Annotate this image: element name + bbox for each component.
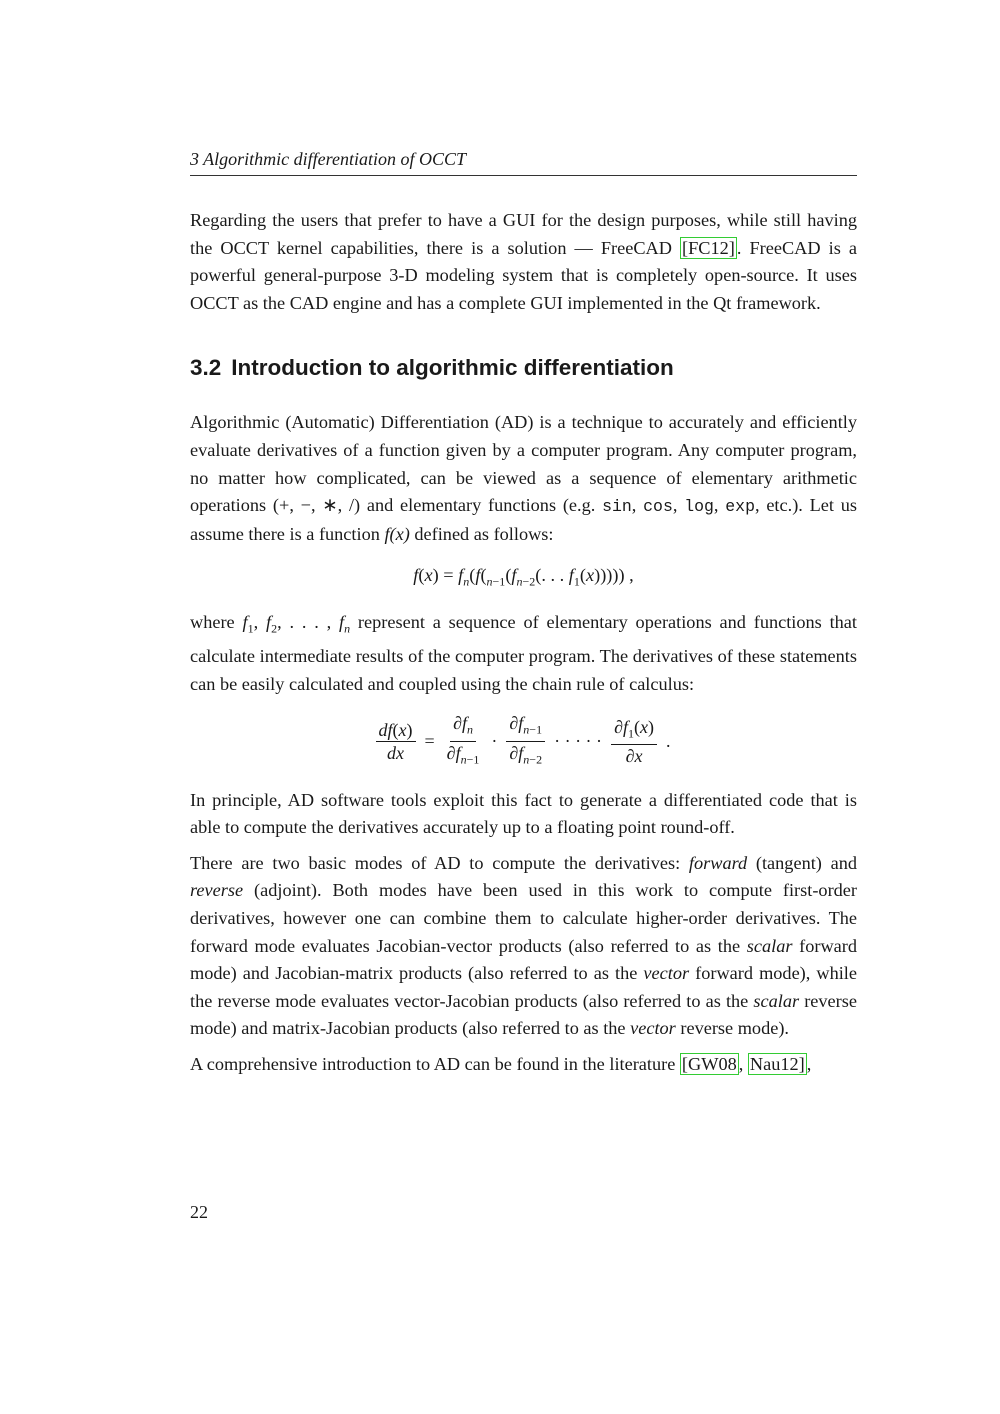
term-forward: forward bbox=[688, 852, 748, 873]
fraction-term-2: $\frac{\partial f_{n-1}}{\partial f_{n-2}}$ bbox=[506, 712, 545, 770]
citation-link-fc12[interactable]: [FC12] bbox=[682, 237, 735, 258]
section-heading bbox=[190, 353, 857, 383]
equation-composition: $f(x) = f_n(f(_{n-1}(f_{n-2}$(. . . $f_1(x)$)))) , bbox=[413, 565, 634, 589]
period: . bbox=[665, 730, 671, 751]
term-scalar: scalar bbox=[753, 990, 800, 1011]
math-fx: f(x) bbox=[384, 523, 410, 544]
separator: , bbox=[713, 495, 726, 516]
multiply-dot: · bbox=[491, 730, 498, 751]
para4-text: There are two basic modes of AD to compute the derivatives: bbox=[190, 852, 689, 873]
equation-chain-rule bbox=[190, 712, 857, 770]
term-reverse: reverse bbox=[190, 880, 244, 901]
separator: , bbox=[738, 1053, 748, 1074]
para4-text: (adjoint). Both modes have been used in this work to compute first-order derivatives, however one can combine them to calculate higher-order derivatives. The forward mode evaluates Jacobian-vector products (also referred to as the bbox=[190, 880, 857, 956]
ellipsis-dots: · · · · · bbox=[554, 730, 603, 751]
intro-text-a: Regarding the users that prefer to have a GUI for the design purposes, while still having the OCCT kernel capabilities, there is a solution — FreeCAD bbox=[190, 210, 857, 258]
para4-text: reverse mode). bbox=[675, 1018, 789, 1039]
page-number: 22 bbox=[190, 1202, 208, 1222]
para-chain-rule: where $f_1$, $f_2$, . . . , $f_n$ represent a sequence of elementary operations and functions that calculate intermediate results of the computer program. The derivatives of these statements can be easily calculated and coupled using the chain rule of calculus: bbox=[190, 612, 858, 694]
para4-text: reverse mode) and matrix-Jacobian products (also referred to as the bbox=[190, 990, 857, 1039]
para2-text-b: represent a sequence of elementary operations and functions that calculate intermediate results of the computer program. The derivatives of these statements can be easily calculated and coupled using the chain rule of calculus: bbox=[190, 612, 858, 694]
term-vector: vector bbox=[630, 1018, 676, 1039]
para-modes bbox=[190, 850, 857, 1043]
citation-link-nau12[interactable]: Nau12] bbox=[749, 1053, 805, 1074]
para-literature bbox=[190, 1051, 857, 1079]
para1-text-c: defined as follows: bbox=[409, 523, 554, 544]
fraction-term-1: $\frac{\partial f_n}{\partial f_{n-1}}$ bbox=[446, 713, 480, 767]
para1-text-a: Algorithmic (Automatic) Differentiation (AD) is a technique to accurately and efficiently evaluate derivatives of a function given by a computer program. Any computer program, no matter how complicated, can be viewed as a sequence of elementary arithmetic operations (+, −, ∗, /) and elementary functions (e.g. bbox=[190, 412, 857, 516]
separator: , bbox=[672, 495, 685, 516]
separator: , bbox=[631, 495, 644, 516]
separator: , bbox=[806, 1053, 812, 1074]
code-sin: sin bbox=[602, 497, 632, 517]
para5-text: A comprehensive introduction to AD can be found in the literature bbox=[190, 1053, 680, 1074]
intro-text-b: . FreeCAD is a powerful general-purpose 3-D modeling system that is completely open-source. It uses OCCT as the CAD engine and has a complete GUI implemented in the Qt framework. bbox=[190, 237, 858, 313]
fraction-term-3: $\frac{\partial f_1(x)}{\partial x}$ bbox=[611, 716, 657, 768]
page-body bbox=[190, 207, 857, 1087]
equals-sign: = bbox=[424, 730, 435, 751]
para4-text: forward mode) and Jacobian-matrix products (also referred to as the bbox=[190, 935, 857, 984]
running-header bbox=[190, 149, 857, 176]
para1-text-b: , etc.). Let us assume there is a function bbox=[190, 495, 858, 544]
citation-link-gw08[interactable]: [GW08 bbox=[681, 1053, 737, 1074]
term-scalar: scalar bbox=[746, 935, 793, 956]
term-vector: vector bbox=[643, 963, 690, 984]
code-log: log bbox=[684, 497, 714, 517]
fraction-lhs: $\frac{df(x)}{dx}$ bbox=[376, 719, 416, 764]
para4-text: (tangent) and bbox=[747, 852, 857, 873]
section-title: Introduction to algorithmic differentiation bbox=[231, 355, 674, 381]
para-principle: In principle, AD software tools exploit this fact to generate a differentiated code that is able to compute the derivatives accurately up to a floating point round-off. bbox=[190, 789, 857, 838]
code-exp: exp bbox=[725, 497, 755, 517]
para-ad-definition bbox=[190, 409, 857, 548]
section-number: 3.2 bbox=[190, 355, 222, 381]
para4-text: forward mode), while the reverse mode evaluates vector-Jacobian products (also referred to as the bbox=[190, 963, 858, 1011]
intro-paragraph bbox=[190, 207, 857, 317]
code-cos: cos bbox=[643, 497, 673, 517]
running-title: 3 Algorithmic differentiation of OCCT bbox=[190, 149, 467, 169]
